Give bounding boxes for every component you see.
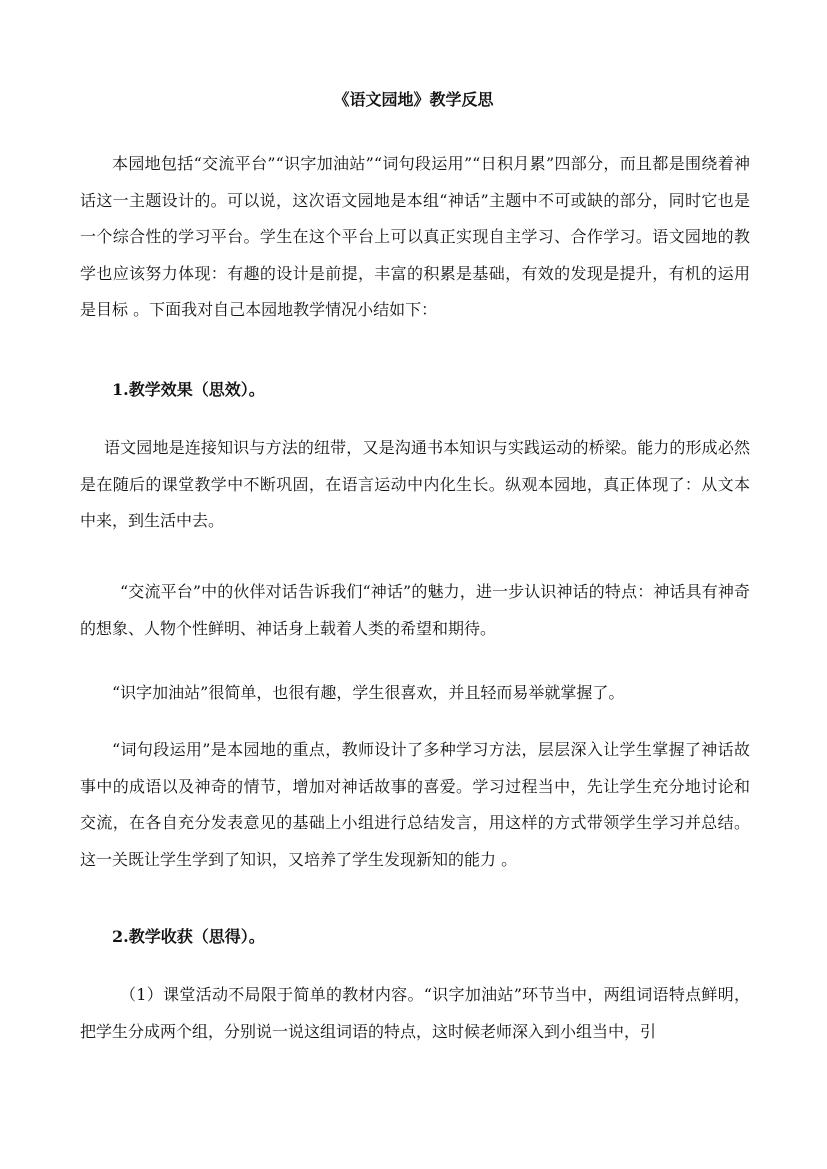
document-title: 《语文园地》教学反思 — [333, 90, 494, 109]
section-1-heading: 1.教学效果（思效）。 — [112, 380, 265, 399]
section-1-paragraph-3: “识字加油站”很简单，也很有趣，学生很喜欢，并且轻而易举就掌握了。 — [112, 683, 625, 702]
section-2-paragraph-1: （1）课堂活动不局限于简单的教材内容。“识字加油站”环节当中，两组词语特点鲜明，把学生分成两个组，分别说一说这组词语的特点，这时候老师深入到小组当中，引 — [80, 985, 750, 1041]
section-1-paragraph-1: 语文园地是连接知识与方法的纽带，又是沟通书本知识与实践运动的桥梁。能力的形成必然是在随后的课堂教学中不断巩固，在语言运动中内化生长。纵观本园地，真正体现了：从文本中来，到生活中去。 — [80, 438, 750, 530]
intro-paragraph: 本园地包括“交流平台”“识字加油站”“词句段运用”“日积月累”四部分，而且都是围绕着神话这一主题设计的。可以说，这次语文园地是本组“神话”主题中不可或缺的部分，同时它也是一个综合性的学习平台。学生在这个平台上可以真正实现自主学习、合作学习。语文园地的教学也应该努力体现：有趣的设计是前提，丰富的积累是基础，有效的发现是提升，有机的运用是目标 。下面我对自己本园地教学情况小结如下： — [80, 154, 750, 319]
section-2-heading: 2.教学收获（思得）。 — [112, 927, 265, 946]
section-1-paragraph-2: “交流平台”中的伙伴对话告诉我们“神话”的魅力，进一步认识神话的特点：神话具有神奇的想象、人物个性鲜明、神话身上载着人类的希望和期待。 — [80, 582, 750, 638]
section-1-paragraph-4: “词句段运用”是本园地的重点，教师设计了多种学习方法，层层深入让学生掌握了神话故事中的成语以及神奇的情节，增加对神话故事的喜爱。学习过程当中，先让学生充分地讨论和交流，在各自充分发表意见的基础上小组进行总结发言，用这样的方式带领学生学习并总结。这一关既让学生学到了知识，又培养了学生发现新知的能力 。 — [80, 740, 750, 869]
